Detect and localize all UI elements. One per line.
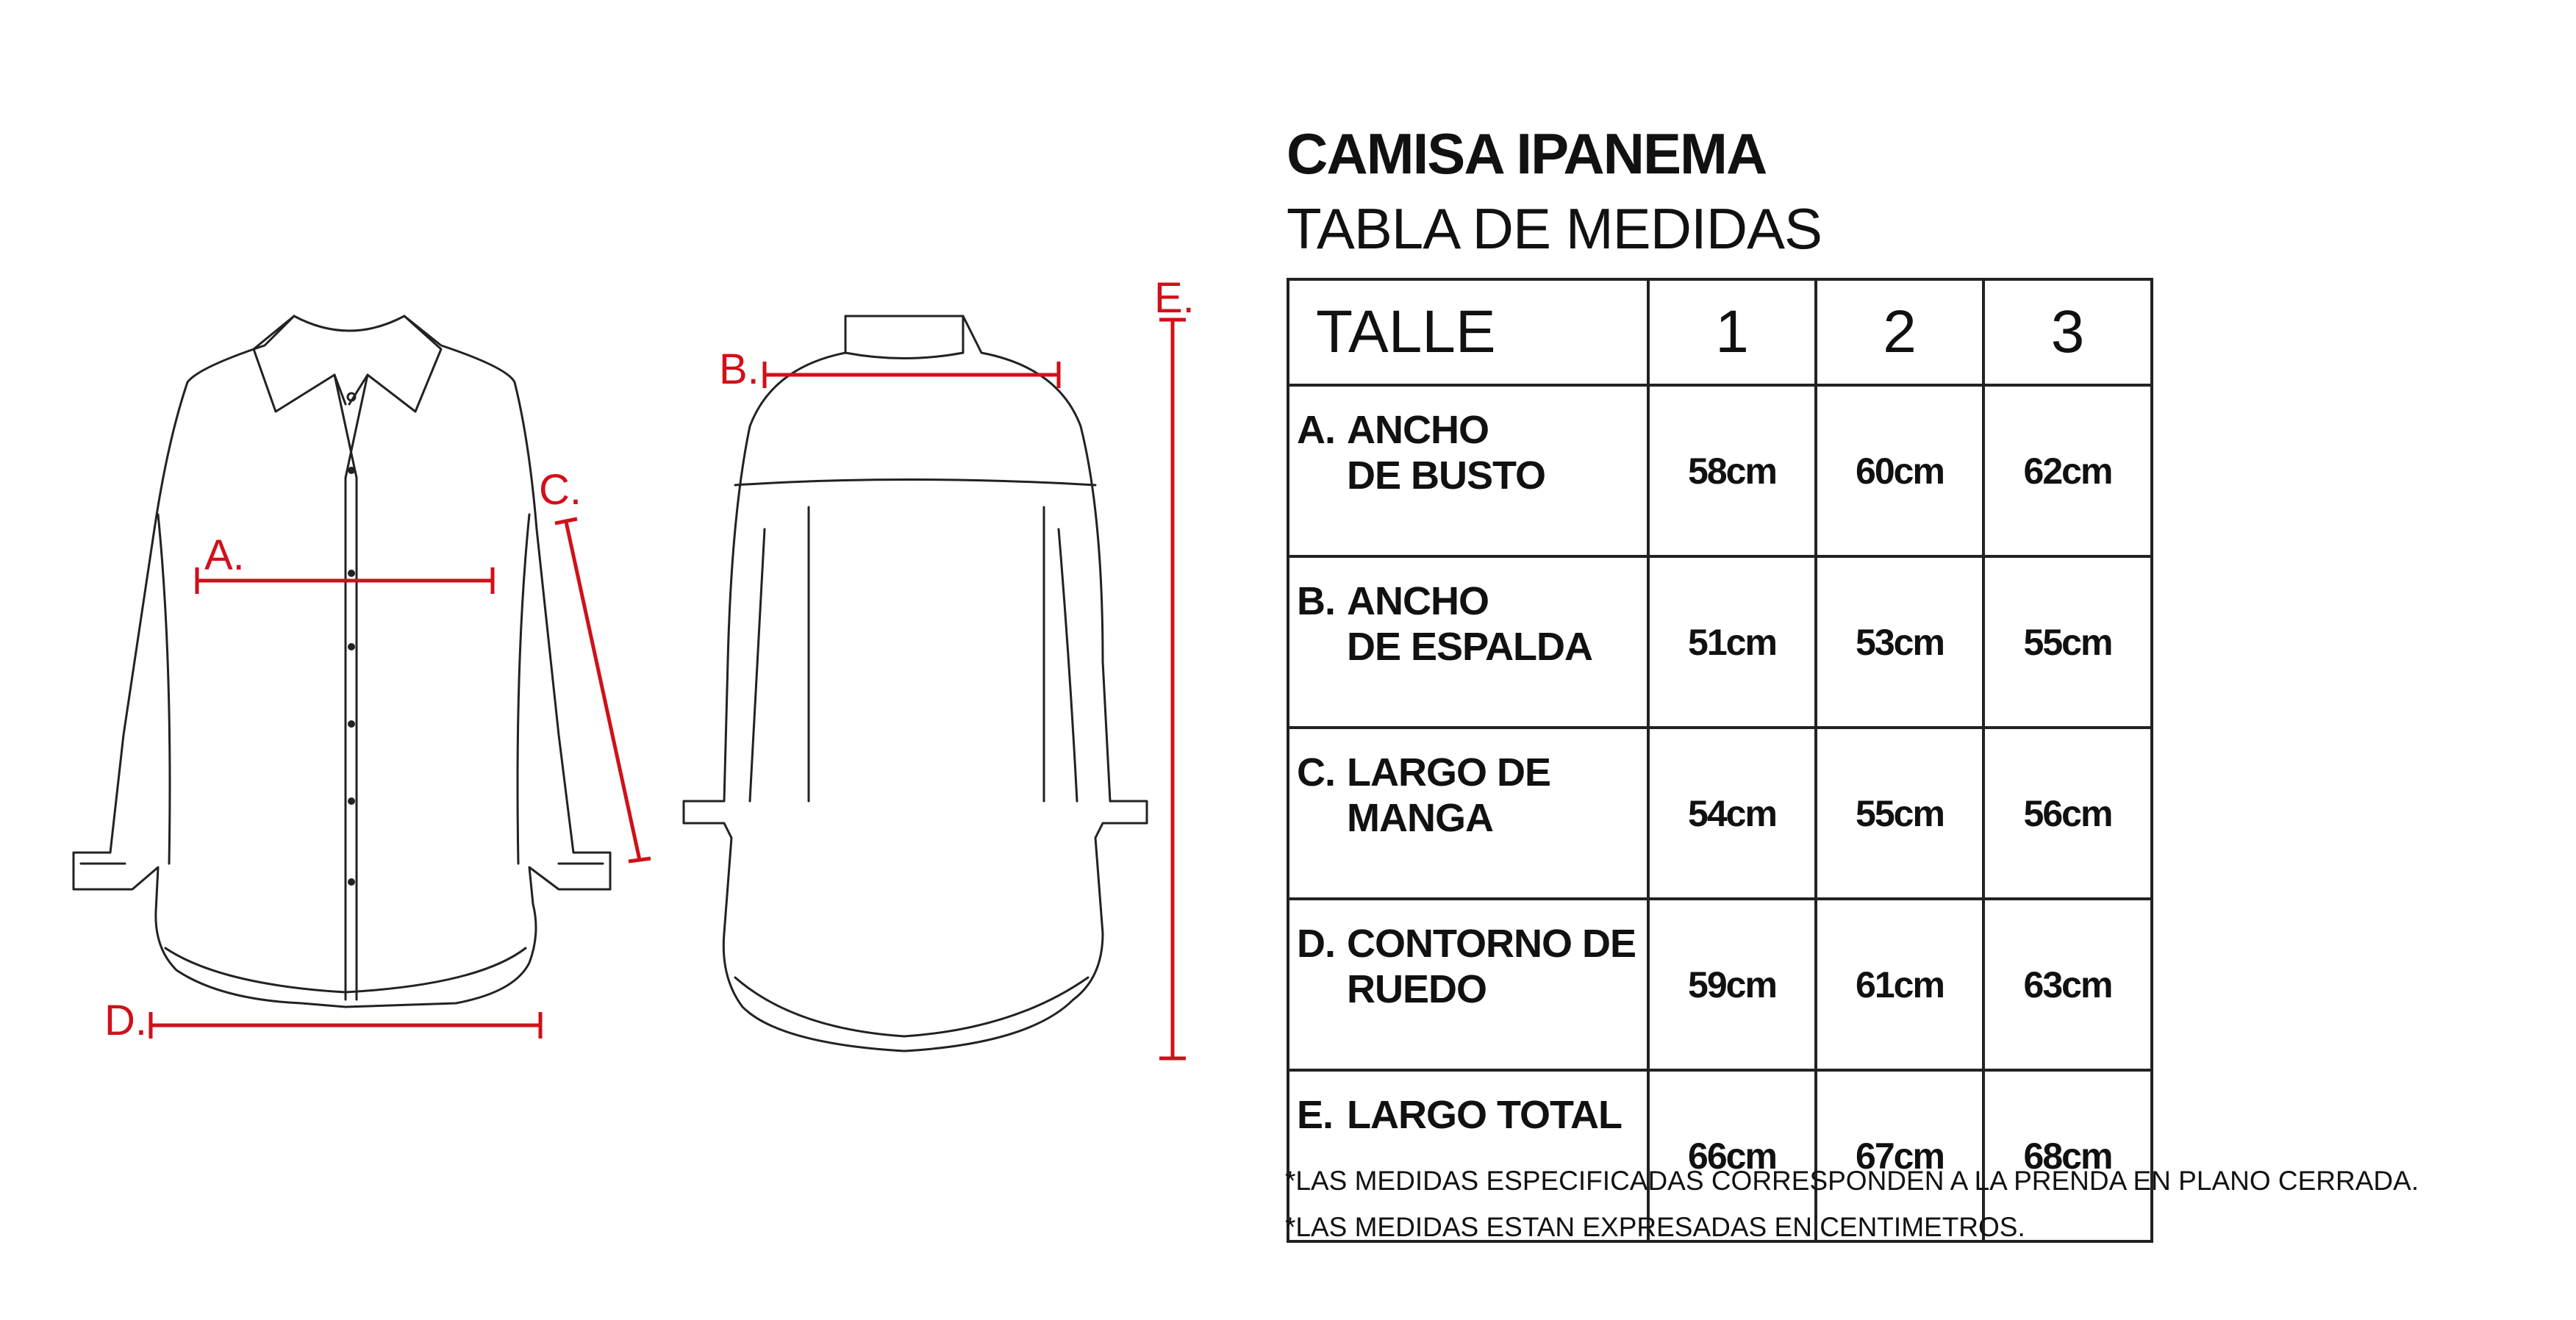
row-label-c: [1288, 728, 1648, 899]
row-letter: A.: [1297, 408, 1335, 452]
table-row: [1288, 728, 2152, 899]
header-talle: TALLE: [1288, 279, 1648, 385]
measure-c-line: [555, 519, 651, 861]
cell-value: 55cm: [1983, 556, 2152, 728]
row-letter: D.: [1297, 922, 1335, 966]
row-letter: B.: [1297, 579, 1335, 623]
row-label-line1: CONTORNO DE: [1347, 922, 1636, 966]
measure-e-line: [1159, 320, 1186, 1058]
measure-a-label: A.: [204, 531, 245, 579]
size-table: [1287, 278, 2153, 1243]
cell-value: 66cm: [1648, 1070, 1816, 1241]
cell-value: 67cm: [1816, 1070, 1983, 1241]
cell-value: 56cm: [1983, 728, 2152, 899]
row-label-line1: LARGO DE: [1347, 750, 1551, 794]
row-label-a: [1288, 385, 1648, 556]
measure-d-label: D.: [104, 997, 147, 1044]
measure-b-line: [765, 362, 1059, 388]
cell-value: 63cm: [1983, 899, 2152, 1070]
row-label-line1: ANCHO: [1347, 408, 1489, 452]
cell-value: 54cm: [1648, 728, 1816, 899]
footnote-plano: *LAS MEDIDAS ESPECIFICADAS CORRESPONDEN A LA PRENDA EN PLANO CERRADA.: [1285, 1166, 2419, 1196]
row-label-line1: LARGO TOTAL: [1347, 1093, 1622, 1137]
page-subtitle: TABLA DE MEDIDAS: [1287, 196, 1822, 261]
row-label-line1: ANCHO: [1347, 579, 1489, 623]
header-size-3: 3: [1983, 279, 2152, 385]
cell-value: 51cm: [1648, 556, 1816, 728]
header-size-2: 2: [1816, 279, 1983, 385]
footnote-units: *LAS MEDIDAS ESTAN EXPRESADAS EN CENTIMETROS.: [1285, 1212, 2025, 1242]
row-label-d: [1288, 899, 1648, 1070]
header-size-1: 1: [1648, 279, 1816, 385]
cell-value: 53cm: [1816, 556, 1983, 728]
row-label-line2: RUEDO: [1347, 967, 1487, 1011]
measure-e-label: E.: [1154, 274, 1195, 322]
cell-value: 58cm: [1648, 385, 1816, 556]
measure-d-line: [151, 1012, 540, 1039]
table-row: [1288, 385, 2152, 556]
row-letter: C.: [1297, 750, 1335, 794]
row-label-line2: DE ESPALDA: [1347, 625, 1593, 669]
measure-c-label: C.: [539, 466, 582, 514]
measure-b-label: B.: [719, 345, 759, 393]
front-shirt-drawing: [74, 316, 610, 1007]
garment-diagrams: [0, 0, 1279, 1320]
row-letter: E.: [1297, 1093, 1334, 1137]
cell-value: 59cm: [1648, 899, 1816, 1070]
row-label-b: [1288, 556, 1648, 728]
table-header-row: [1288, 279, 2152, 385]
page-title: CAMISA IPANEMA: [1287, 121, 1767, 186]
table-row: [1288, 899, 2152, 1070]
row-label-line2: MANGA: [1347, 796, 1493, 840]
row-label-line2: DE BUSTO: [1347, 453, 1546, 498]
cell-value: 68cm: [1983, 1070, 2152, 1241]
cell-value: 60cm: [1816, 385, 1983, 556]
cell-value: 55cm: [1816, 728, 1983, 899]
cell-value: 61cm: [1816, 899, 1983, 1070]
footnotes: [1285, 1158, 2419, 1250]
back-shirt-drawing: [684, 316, 1147, 1051]
table-row: [1288, 556, 2152, 728]
cell-value: 62cm: [1983, 385, 2152, 556]
